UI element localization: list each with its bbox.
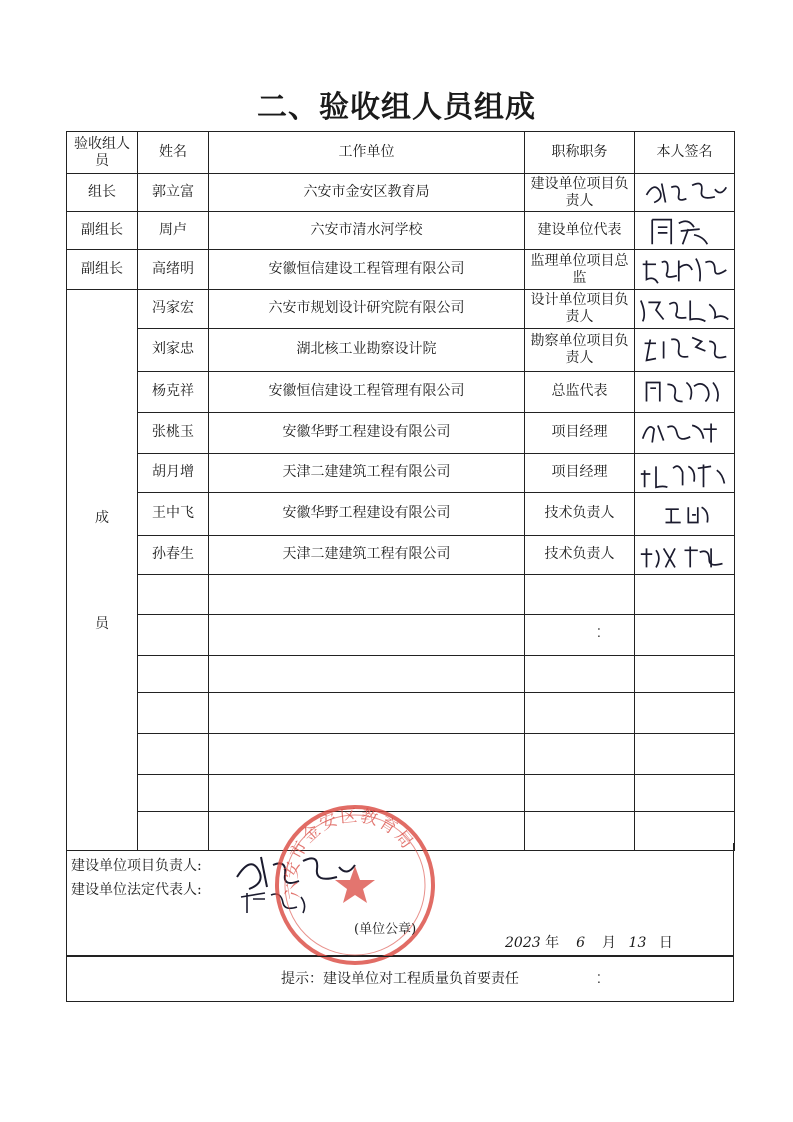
handwritten-signature: [637, 251, 732, 289]
table-row: [67, 453, 735, 492]
ink-dot: ⁚: [597, 626, 601, 641]
signature-cell: [635, 328, 735, 371]
members-label-bottom: 员: [95, 616, 109, 632]
row-name: 高绪明: [138, 250, 209, 290]
svg-text:六安市金安区教育局: 六安市金安区教育局: [281, 806, 418, 901]
signature-cell: [635, 371, 735, 412]
signature-cell: [635, 212, 735, 250]
row-unit: 天津二建建筑工程有限公司: [209, 535, 525, 574]
table-row: [67, 535, 735, 574]
table-row-empty: [67, 615, 735, 656]
handwritten-signature: [637, 330, 732, 370]
row-unit: 安徽华野工程建设有限公司: [209, 412, 525, 453]
table-row-empty: [67, 574, 735, 615]
members-label-top: 成: [95, 510, 109, 526]
handwritten-signature: [637, 174, 732, 210]
page-title: 二、验收组人员组成: [257, 90, 536, 125]
handwritten-signature: [637, 373, 732, 411]
row-position: 建设单位代表: [525, 212, 635, 250]
row-name: 孙春生: [138, 535, 209, 574]
row-unit: 湖北核工业勘察设计院: [209, 328, 525, 371]
signature-cell: [635, 174, 735, 212]
header-signature: 本人签名: [635, 132, 735, 174]
row-name: 胡月增: [138, 453, 209, 492]
row-position: 总监代表: [525, 371, 635, 412]
row-unit: 安徽恒信建设工程管理有限公司: [209, 250, 525, 290]
signature-cell: [635, 535, 735, 574]
row-name: 冯家宏: [138, 290, 209, 329]
row-role: 副组长: [67, 250, 138, 290]
row-position: 设计单位项目负责人: [525, 290, 635, 329]
row-unit: 天津二建建筑工程有限公司: [209, 453, 525, 492]
official-seal: [270, 800, 440, 970]
table-row: [67, 212, 735, 250]
date-day: 13: [628, 935, 647, 951]
row-unit: 六安市金安区教育局: [209, 174, 525, 212]
seal-caption: (单位公章): [354, 922, 417, 937]
row-position: 项目经理: [525, 412, 635, 453]
table-row: [67, 290, 735, 329]
row-name: 王中飞: [138, 492, 209, 535]
row-unit: 安徽华野工程建设有限公司: [209, 492, 525, 535]
signing-date: 2023 年 6 月 13 日: [505, 935, 673, 951]
handwritten-signature: [637, 291, 732, 327]
handwritten-signature: [637, 414, 732, 452]
table-row: [67, 174, 735, 212]
row-role: 副组长: [67, 212, 138, 250]
signature-cell: [635, 492, 735, 535]
header-position: 职称职务: [525, 132, 635, 174]
table-row: [67, 250, 735, 290]
handwritten-signature: [637, 494, 732, 534]
project-leader-label: 建设单位项目负责人:: [71, 858, 202, 874]
table-row-empty: [67, 734, 735, 775]
row-name: 杨克祥: [138, 371, 209, 412]
signature-cell: [635, 453, 735, 492]
row-unit: 六安市规划设计研究院有限公司: [209, 290, 525, 329]
ink-dot: ⁚: [597, 972, 601, 986]
header-unit: 工作单位: [209, 132, 525, 174]
header-name: 姓名: [138, 132, 209, 174]
date-month: 6: [576, 935, 585, 951]
signature-cell: [635, 250, 735, 290]
row-name: 刘家忠: [138, 328, 209, 371]
table-row-empty: [67, 656, 735, 693]
table-row: [67, 371, 735, 412]
handwritten-signature: [637, 537, 732, 573]
row-position: 建设单位项目负责人: [525, 174, 635, 212]
acceptance-team-table: [66, 131, 735, 851]
handwritten-signature: [637, 212, 732, 248]
hint-text: 提示：建设单位对工程质量负首要责任: [281, 971, 519, 987]
row-name: 周卢: [138, 212, 209, 250]
row-unit: 安徽恒信建设工程管理有限公司: [209, 371, 525, 412]
header-role: 验收组人员: [67, 132, 138, 174]
row-position: 监理单位项目总监: [525, 250, 635, 290]
table-row: [67, 492, 735, 535]
signature-cell: [635, 290, 735, 329]
handwritten-signature: [637, 455, 732, 491]
row-position: 技术负责人: [525, 492, 635, 535]
date-year: 2023: [505, 935, 541, 951]
table-row: [67, 412, 735, 453]
row-unit: 六安市清水河学校: [209, 212, 525, 250]
row-name: 张桃玉: [138, 412, 209, 453]
row-role: 组长: [67, 174, 138, 212]
row-position: 勘察单位项目负责人: [525, 328, 635, 371]
row-name: 郭立富: [138, 174, 209, 212]
table-header-row: [67, 132, 735, 174]
table-row: [67, 328, 735, 371]
members-label: [67, 290, 138, 851]
row-position: 技术负责人: [525, 535, 635, 574]
signature-cell: [635, 412, 735, 453]
table-row-empty: [67, 693, 735, 734]
hint-box: [66, 956, 734, 1002]
legal-rep-label: 建设单位法定代表人:: [71, 882, 202, 898]
row-position: 项目经理: [525, 453, 635, 492]
